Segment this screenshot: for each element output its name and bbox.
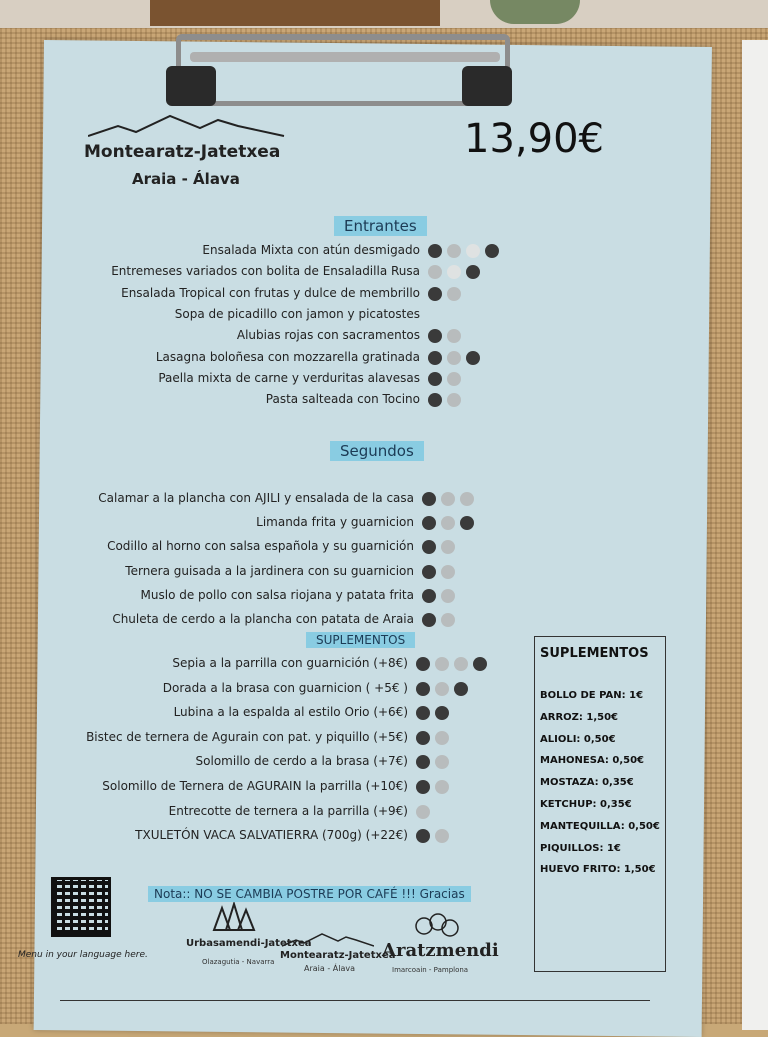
allergen-icon	[416, 755, 430, 769]
menu-item: Sepia a la parrilla con guarnición (+8€)	[172, 656, 408, 670]
allergen-icons	[416, 657, 487, 671]
menu-item: Ternera guisada a la jardinera con su guarnicion	[125, 563, 414, 578]
menu-item: Solomillo de Ternera de AGURAIN la parrilla (+10€)	[102, 779, 408, 793]
menu-item: Calamar a la plancha con AJILI y ensalada de la casa	[98, 491, 414, 505]
menu-item: Limanda frita y guarnicion	[256, 515, 414, 530]
footer-logo-aratzmendi-name: Aratzmendi	[382, 940, 499, 961]
menu-item: Entrecotte de ternera a la parrilla (+9€)	[168, 803, 408, 818]
suplemento-price-item: HUEVO FRITO: 1,50€	[540, 864, 656, 876]
allergen-icon	[422, 540, 436, 554]
menu-item: Alubias rojas con sacramentos	[236, 328, 420, 343]
allergen-icon	[435, 755, 449, 769]
allergen-icons	[428, 265, 480, 279]
allergen-icon	[441, 565, 455, 579]
menu-item: Ensalada Tropical con frutas y dulce de membrillo	[121, 285, 420, 300]
clipboard-clip-left-foot	[166, 66, 216, 106]
allergen-icon	[428, 393, 442, 407]
allergen-icon	[485, 244, 499, 258]
allergen-icon	[441, 516, 455, 530]
qr-caption: Menu in your language here.	[18, 950, 148, 960]
brand-location: Araia - Álava	[132, 170, 240, 188]
clipboard-clip-right-foot	[462, 66, 512, 106]
allergen-icon	[460, 492, 474, 506]
suplementos-box-title: SUPLEMENTOS	[540, 646, 649, 661]
suplemento-price-item: ARROZ: 1,50€	[540, 711, 619, 723]
allergen-icon	[447, 265, 461, 279]
allergen-icons	[416, 755, 449, 769]
allergen-icon	[428, 244, 442, 258]
allergen-icon	[435, 780, 449, 794]
allergen-icon	[447, 393, 461, 407]
bottom-divider	[60, 1000, 650, 1001]
allergen-icons	[428, 244, 499, 258]
menu-item: Ensalada Mixta con atún desmigado	[202, 243, 420, 257]
menu-item: TXULETÓN VACA SALVATIERRA (700g) (+22€)	[135, 828, 408, 843]
footer-logo-aratzmendi-sub: Imarcoain - Pamplona	[392, 966, 469, 974]
suplemento-price-item: MOSTAZA: 0,35€	[540, 777, 634, 789]
flower-logo-icon	[410, 912, 460, 940]
menu-item: Lasagna boloñesa con mozzarella gratinada	[155, 349, 420, 364]
menu-item: Sopa de picadillo con jamon y picatostes	[174, 306, 420, 321]
nota-banner: Nota:: NO SE CAMBIA POSTRE POR CAFÉ !!! Gracias	[148, 886, 471, 902]
allergen-icon	[460, 516, 474, 530]
allergen-icon	[428, 351, 442, 365]
menu-item: Lubina a la espalda al estilo Orio (+6€)	[173, 705, 408, 720]
allergen-icon	[428, 265, 442, 279]
allergen-icon	[422, 516, 436, 530]
allergen-icon	[466, 265, 480, 279]
allergen-icon	[416, 829, 430, 843]
suplemento-price-item: MANTEQUILLA: 0,50€	[540, 820, 660, 832]
clipboard-clip	[176, 34, 510, 106]
menu-item: Chuleta de cerdo a la plancha con patata de Araia	[112, 612, 414, 626]
allergen-icon	[428, 329, 442, 343]
allergen-icons	[428, 287, 461, 301]
allergen-icon	[416, 731, 430, 745]
allergen-icon	[416, 657, 430, 671]
allergen-icons	[422, 565, 455, 579]
allergen-icon	[435, 829, 449, 843]
allergen-icon	[466, 351, 480, 365]
menu-item: Bistec de ternera de Agurain con pat. y piquillo (+5€)	[86, 729, 408, 744]
menu-item: Muslo de pollo con salsa riojana y patata frita	[140, 587, 414, 602]
allergen-icon	[473, 657, 487, 671]
allergen-icon	[447, 287, 461, 301]
allergen-icon	[422, 565, 436, 579]
allergen-icon	[416, 780, 430, 794]
allergen-icon	[454, 657, 468, 671]
menu-item: Entremeses variados con bolita de Ensaladilla Rusa	[111, 264, 420, 279]
allergen-icon	[435, 682, 449, 696]
allergen-icon	[441, 540, 455, 554]
suplemento-price-item: MAHONESA: 0,50€	[540, 755, 644, 767]
allergen-icon	[441, 613, 455, 627]
suplemento-price-item: BOLLO DE PAN: 1€	[540, 690, 644, 701]
allergen-icon	[435, 706, 449, 720]
allergen-icons	[416, 829, 449, 843]
allergen-icons	[416, 731, 449, 745]
footer-logo-urbasamendi-name: Urbasamendi-Jatetxea	[186, 938, 312, 949]
section-title-suplementos: SUPLEMENTOS	[306, 632, 415, 648]
allergen-icons	[422, 589, 455, 603]
menu-item: Pasta salteada con Tocino	[265, 392, 420, 407]
footer-logo-montearatz-sub: Araia - Álava	[304, 964, 355, 973]
allergen-icons	[416, 682, 468, 696]
trees-logo-icon	[206, 902, 256, 932]
allergen-icon	[416, 805, 430, 819]
plant	[490, 0, 580, 24]
allergen-icon	[416, 682, 430, 696]
allergen-icon	[441, 589, 455, 603]
menu-price: 13,90€	[464, 116, 604, 162]
allergen-icon	[428, 287, 442, 301]
allergen-icons	[416, 706, 449, 720]
allergen-icon	[447, 351, 461, 365]
allergen-icons	[422, 540, 455, 554]
allergen-icon	[454, 682, 468, 696]
menu-item: Paella mixta de carne y verduritas alavesas	[158, 370, 420, 385]
allergen-icons	[416, 805, 430, 819]
suplemento-price-item: ALIOLI: 0,50€	[540, 733, 616, 745]
allergen-icon	[441, 492, 455, 506]
menu-item: Codillo al horno con salsa española y su guarnición	[107, 539, 414, 554]
allergen-icons	[428, 372, 461, 386]
allergen-icon	[422, 589, 436, 603]
allergen-icons	[422, 492, 474, 506]
allergen-icon	[466, 244, 480, 258]
allergen-icon	[447, 329, 461, 343]
menu-item: Solomillo de cerdo a la brasa (+7€)	[195, 754, 408, 769]
adjacent-paper	[742, 40, 768, 1030]
suplemento-price-item: KETCHUP: 0,35€	[540, 799, 632, 810]
qr-code[interactable]	[54, 880, 108, 934]
allergen-icon	[447, 372, 461, 386]
allergen-icons	[422, 613, 455, 627]
allergen-icon	[422, 492, 436, 506]
allergen-icon	[416, 706, 430, 720]
allergen-icons	[428, 351, 480, 365]
allergen-icon	[428, 372, 442, 386]
section-title-segundos: Segundos	[330, 441, 424, 461]
brand-name: Montearatz-Jatetxea	[84, 142, 281, 162]
allergen-icons	[428, 393, 461, 407]
allergen-icon	[435, 657, 449, 671]
allergen-icons	[422, 516, 474, 530]
menu-item: Dorada a la brasa con guarnicion ( +5€ )	[162, 680, 408, 695]
footer-logo-montearatz-name: Montearatz-Jatetxea	[280, 950, 396, 961]
footer-logo-urbasamendi-sub: Olazagutia - Navarra	[202, 958, 275, 966]
allergen-icons	[416, 780, 449, 794]
allergen-icon	[447, 244, 461, 258]
wooden-object	[150, 0, 440, 26]
allergen-icon	[422, 613, 436, 627]
section-title-entrantes: Entrantes	[334, 216, 427, 236]
mountain-logo-icon	[88, 112, 288, 140]
footer-mountain-logo-icon	[282, 932, 374, 948]
suplemento-price-item: PIQUILLOS: 1€	[540, 842, 621, 854]
allergen-icon	[435, 731, 449, 745]
allergen-icons	[428, 329, 461, 343]
